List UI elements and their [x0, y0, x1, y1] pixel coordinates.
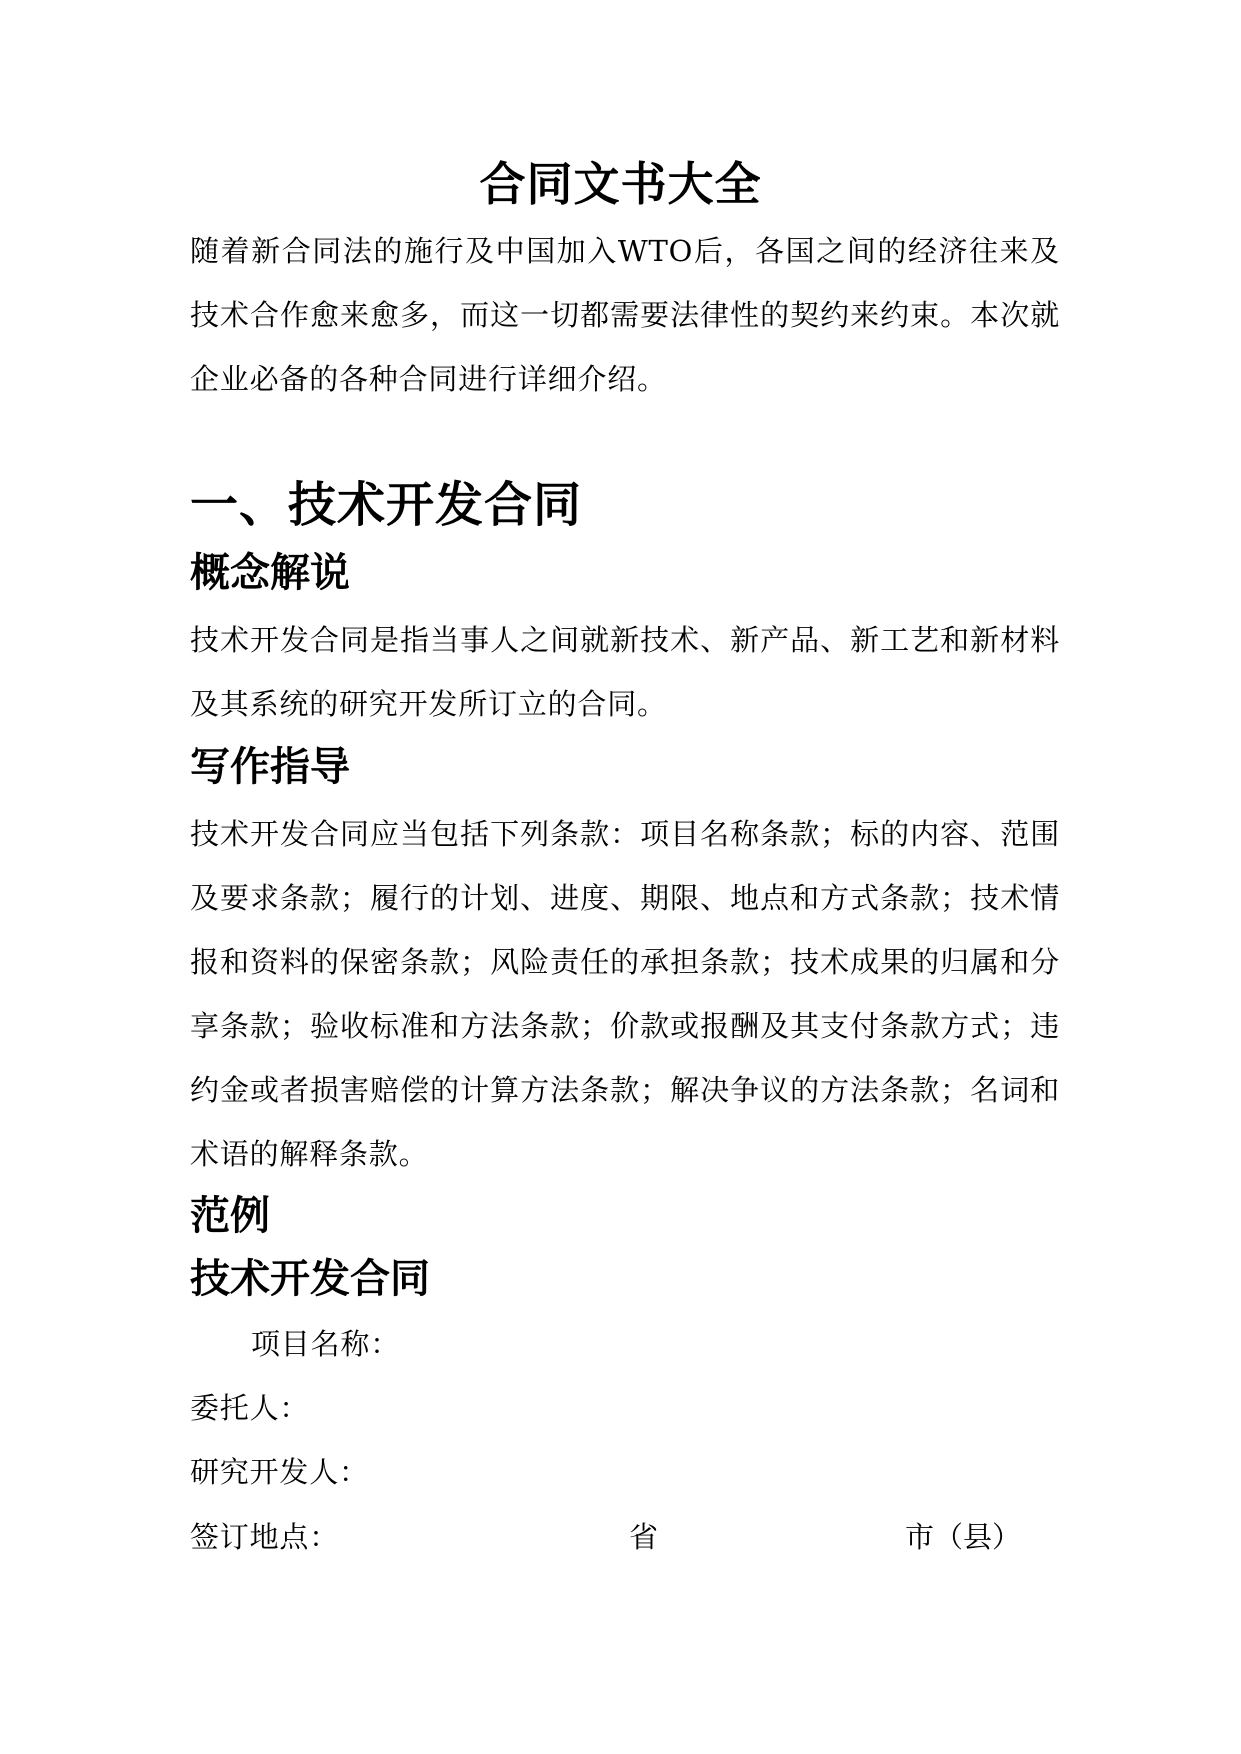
- signing-place-label: 签订地点：: [190, 1520, 340, 1554]
- example-heading: 范例: [190, 1193, 270, 1239]
- intro-paragraph: 随着新合同法的施行及中国加入WTO后，各国之间的经济往来及技术合作愈来愈多，而这一切都需要法律性的契约来约束。本次就企业必备的各种合同进行详细介绍。: [190, 234, 1060, 396]
- concept-paragraph: 技术开发合同是指当事人之间就新技术、新产品、新工艺和新材料及其系统的研究开发所订立的合同。: [190, 623, 1060, 721]
- project-name-field: 项目名称：: [251, 1327, 401, 1361]
- writing-guide-heading: 写作指导: [190, 744, 350, 790]
- developer-field: 研究开发人：: [190, 1455, 369, 1489]
- sample-contract-title: 技术开发合同: [190, 1256, 430, 1302]
- signing-place-city: 市（县）: [905, 1520, 1022, 1554]
- concept-heading: 概念解说: [190, 550, 350, 596]
- client-field: 委托人：: [190, 1391, 310, 1425]
- document-title: 合同文书大全: [479, 157, 762, 211]
- writing-guide-paragraph: 技术开发合同应当包括下列条款：项目名称条款；标的内容、范围及要求条款；履行的计划、进度、期限、地点和方式条款；技术情报和资料的保密条款；风险责任的承担条款；技术成果的归属和分享条款；验收标准和方法条款；价款或报酬及其支付条款方式；违约金或者损害赔偿的计算方法条款；解决争议的方法条款；名词和术语的解释条款。: [190, 817, 1060, 1171]
- section-heading-technology-development: 一、技术开发合同: [190, 477, 583, 533]
- signing-place-province: 省: [629, 1520, 659, 1554]
